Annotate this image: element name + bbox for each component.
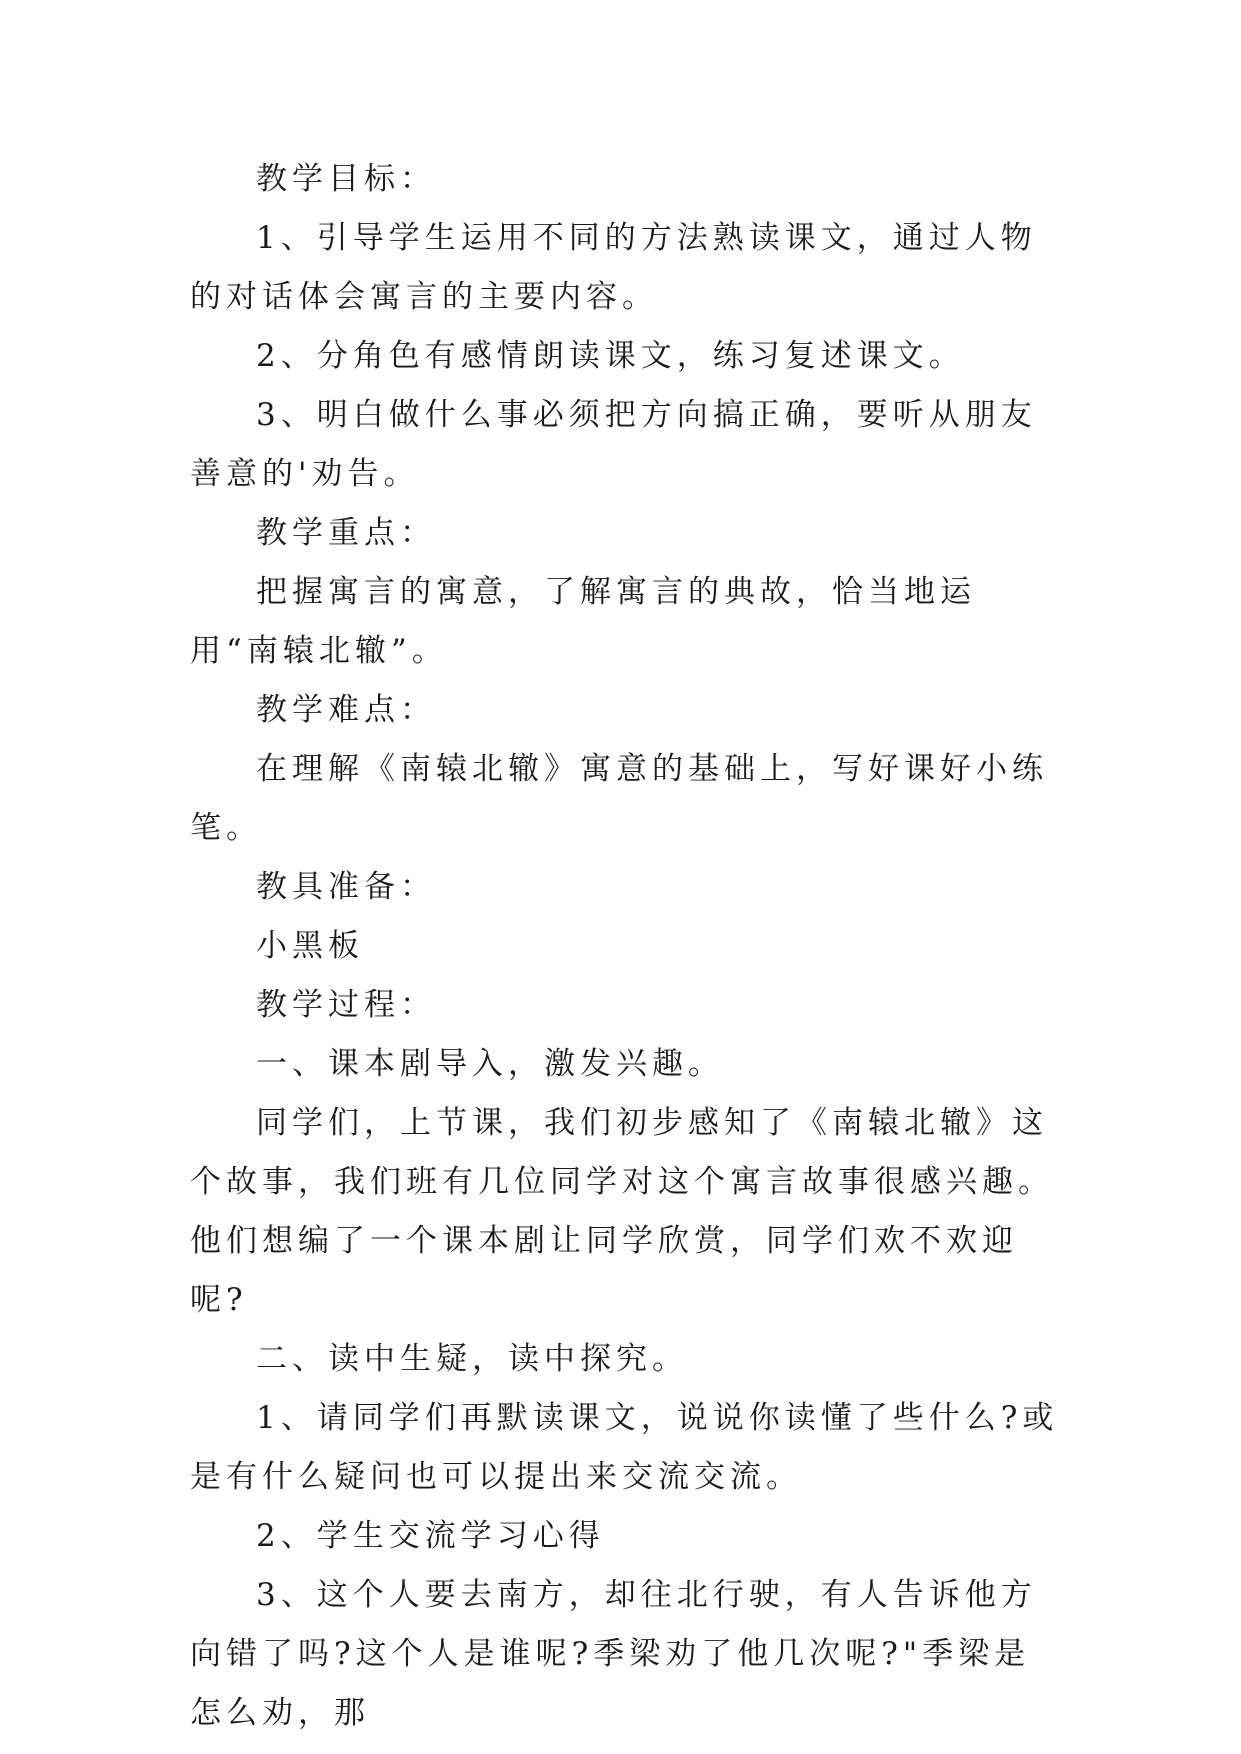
- heading-teaching-difficulty: 教学难点：: [256, 692, 436, 728]
- teaching-aids-text: 小黑板: [256, 928, 364, 964]
- objective-item-1: 1、引导学生运用不同的方法熟读课文，通过人物的对话体会寓言的主要内容。: [190, 220, 1037, 315]
- process-step-3: 3、这个人要去南方，却往北行驶，有人告诉他方向错了吗?这个人是谁呢?季梁劝了他几次呢?"季梁是怎么劝，那: [190, 1577, 1037, 1731]
- teaching-difficulty-text: 在理解《南辕北辙》寓意的基础上，写好课好小练笔。: [190, 751, 1048, 846]
- teaching-focus-text: 把握寓言的寓意，了解寓言的典故，恰当地运用“南辕北辙”。: [190, 574, 976, 669]
- process-step-1: 1、请同学们再默读课文，说说你读懂了些什么?或是有什么疑问也可以提出来交流交流。: [190, 1400, 1059, 1495]
- process-section-1-title: 一、课本剧导入，激发兴趣。: [256, 1046, 724, 1082]
- process-step-2: 2、学生交流学习心得: [256, 1518, 605, 1554]
- process-section-1-text: 同学们，上节课，我们初步感知了《南辕北辙》这个故事，我们班有几位同学对这个寓言故事很感兴趣。他们想编了一个课本剧让同学欣赏，同学们欢不欢迎呢?: [190, 1105, 1054, 1318]
- heading-teaching-focus: 教学重点：: [256, 515, 436, 551]
- heading-teaching-objectives: 教学目标：: [256, 161, 436, 197]
- process-section-2-title: 二、读中生疑，读中探究。: [256, 1341, 688, 1377]
- document-body: [190, 150, 1060, 1743]
- heading-teaching-process: 教学过程：: [256, 987, 436, 1023]
- objective-item-2: 2、分角色有感情朗读课文，练习复述课文。: [256, 338, 965, 374]
- objective-item-3: 3、明白做什么事必须把方向搞正确，要听从朋友善意的'劝告。: [190, 397, 1037, 492]
- heading-teaching-aids: 教具准备：: [256, 869, 436, 905]
